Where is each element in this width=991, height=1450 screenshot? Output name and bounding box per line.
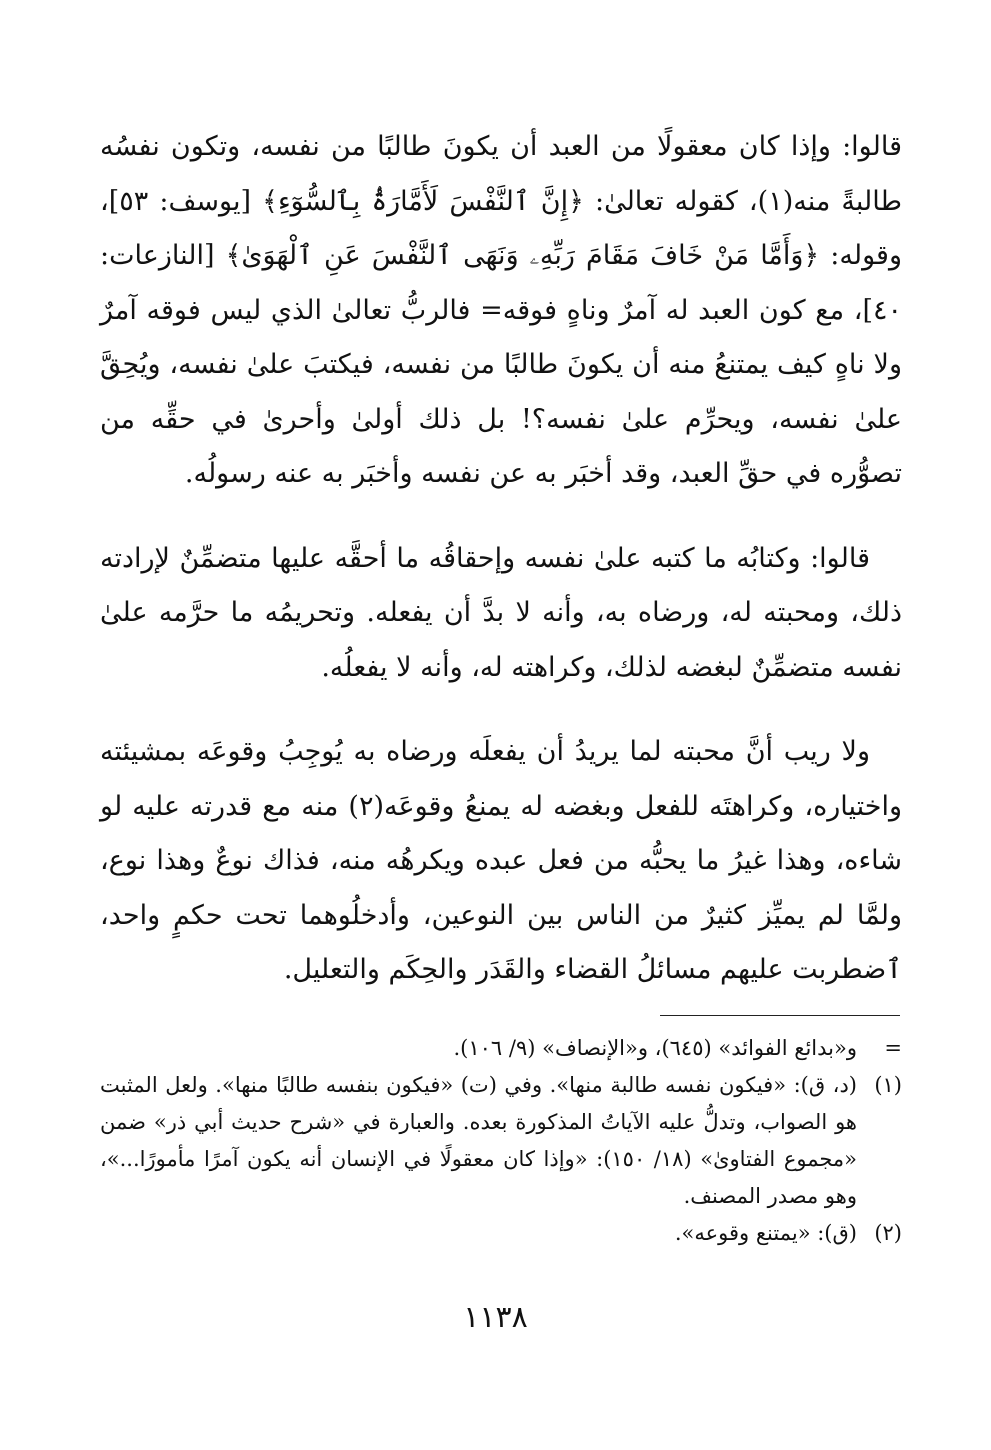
footnote-mark: (٢) [874,1221,902,1245]
page-number: ١١٣٨ [463,1300,528,1335]
footnote-text: (ق): «يمتنع وقوعه». [674,1221,857,1245]
footnote-mark: (١) [874,1073,902,1097]
paragraph-1: قالوا: وإذا كان معقولًا من العبد أن يكونَ طالبًا من نفسه، وتكون نفسُه طالبةً منه(١)، كقوله تعالىٰ: ﴿إِنَّ ٱلنَّفْسَ لَأَمَّارَةُۢ بِٱلسُّوٓءِ﴾ [يوسف: ٥٣]، وقوله: ﴿وَأَمَّا مَنْ خَافَ مَقَامَ رَبِّهِۦ وَنَهَى ٱلنَّفْسَ عَنِ ٱلْهَوَىٰ﴾ [النازعات: ٤٠]، مع كون العبد له آمرٌ وناهٍ فوقه= فالربُّ تعالىٰ الذي ليس فوقه آمرٌ ولا ناهٍ كيف يمتنعُ منه أن يكونَ طالبًا من نفسه، فيكتبَ علىٰ نفسه، ويُحِقَّ علىٰ نفسه، ويحرِّم علىٰ نفسه؟! بل ذلك أولىٰ وأحرىٰ في حقِّه من تصوُّره في حقِّ العبد، وقد أخبَر به عن نفسه وأخبَر به عنه رسولُه. [100,131,902,489]
paragraph-2: قالوا: وكتابُه ما كتبه علىٰ نفسه وإحقاقُه ما أحقَّه عليها متضمِّنٌ لإرادته ذلك، ومحبته له، ورضاه به، وأنه لا بدَّ أن يفعله. وتحريمُه ما حرَّمه علىٰ نفسه متضمِّنٌ لبغضه لذلك، وكراهته له، وأنه لا يفعلُه. [100,542,902,683]
footnote-continuation [100,1030,902,1067]
footnotes [100,1030,902,1252]
footnote-2 [100,1215,902,1252]
paragraph-3: ولا ريب أنَّ محبته لما يريدُ أن يفعلَه ورضاه به يُوجِبُ وقوعَه بمشيئته واختياره، وكراهتَه للفعل وبغضه له يمنعُ وقوعَه(٢) منه مع قدرته عليه لو شاءه، وهذا غيرُ ما يحبُّه من فعل عبده ويكرهُه منه، فذاك نوعٌ وهذا نوع، ولمَّا لم يميِّز كثيرٌ من الناس بين النوعين، وأدخلُوهما تحت حكمٍ واحد، ٱضطربت عليهم مسائلُ القضاء والقَدَر والحِكَم والتعليل. [100,736,903,985]
footnote-text: و«بدائع الفوائد» (٦٤٥)، و«الإنصاف» (٩/ ١٠٦). [453,1036,857,1060]
footnote-text: (د، ق): «فيكون نفسه طالبة منها». وفي (ت) «فيكون بنفسه طالبًا منها». ولعل المثبت هو الصواب، وتدلُّ عليه الآياتُ المذكورة بعده. والعبارة في «شرح حديث أبي ذر» ضمن «مجموع الفتاوىٰ» (١٨/ ١٥٠): «وإذا كان معقولًا في الإنسان أنه يكون آمرًا مأمورًا...»، وهو مصدر المصنف. [100,1073,857,1208]
footnote-mark: = [884,1036,902,1060]
main-text [100,120,902,998]
footnote-divider [660,1015,900,1016]
footnote-1 [100,1067,902,1215]
